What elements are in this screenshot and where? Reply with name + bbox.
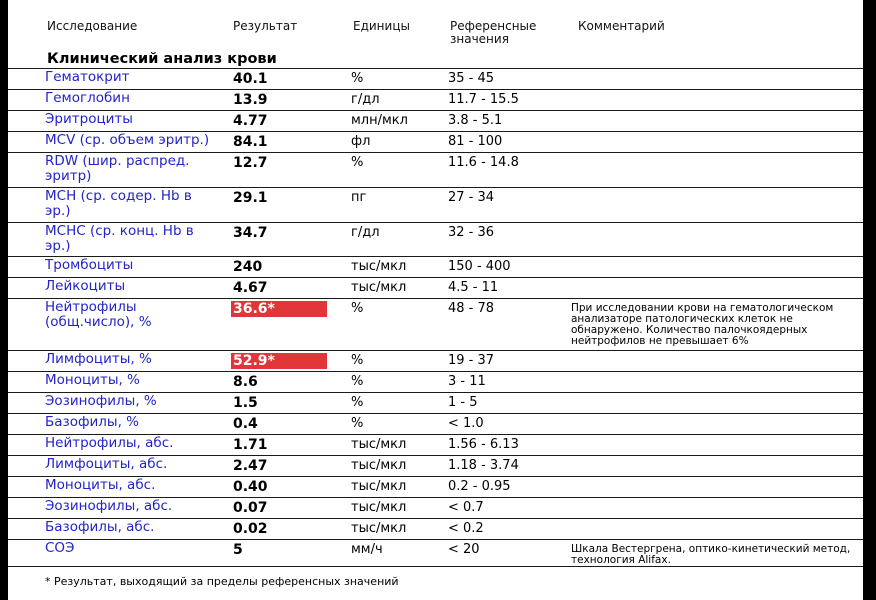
units: % [351,353,364,368]
units: % [351,155,364,170]
reference-range: 0.2 - 0.95 [448,479,511,494]
table-row [8,256,863,277]
table-row [8,539,863,567]
reference-range: 3 - 11 [448,374,486,389]
reference-range: 1 - 5 [448,395,478,410]
table-header [8,0,863,48]
test-name: Эритроциты [45,111,133,127]
test-name: Моноциты, абс. [45,477,156,493]
header-units: Единицы [353,19,410,33]
reference-range: 81 - 100 [448,134,503,149]
units: тыс/мкл [351,280,407,295]
table-row [8,518,863,539]
units: млн/мкл [351,113,408,128]
units: г/дл [351,225,380,240]
reference-range: 27 - 34 [448,190,495,205]
units: % [351,71,364,86]
table-row [8,277,863,298]
table-row [8,350,863,371]
table-row [8,497,863,518]
test-name: Нейтрофилы, абс. [45,435,174,451]
test-name: Лимфоциты, абс. [45,456,168,472]
section-title: Клинический анализ крови [47,51,277,67]
reference-range: < 1.0 [448,416,484,431]
result-value: 0.40 [233,479,268,495]
units: % [351,374,364,389]
header-comment: Комментарий [578,19,665,33]
units: г/дл [351,92,380,107]
result-value: 4.77 [233,113,268,129]
footnote: * Результат, выходящий за пределы референсных значений [45,575,399,588]
test-name: Лимфоциты, % [45,351,152,367]
reference-range: 4.5 - 11 [448,280,499,295]
test-name: Гемоглобин [45,90,130,106]
reference-range: 32 - 36 [448,225,495,240]
units: тыс/мкл [351,479,407,494]
table-row [8,413,863,434]
result-value: 5 [233,542,243,558]
units: тыс/мкл [351,259,407,274]
result-value: 1.71 [233,437,268,453]
table-row [8,187,863,222]
result-value: 0.07 [233,500,268,516]
reference-range: 19 - 37 [448,353,495,368]
test-name: Эозинофилы, % [45,393,157,409]
table-row [8,371,863,392]
reference-range: 11.7 - 15.5 [448,92,519,107]
result-value: 8.6 [233,374,258,390]
result-value: 0.02 [233,521,268,537]
test-name: RDW (шир. распред. эритр) [45,153,190,184]
table-row [8,110,863,131]
result-value: 12.7 [233,155,268,171]
table-row [8,455,863,476]
test-name: Гематокрит [45,69,130,85]
result-value: 1.5 [233,395,258,411]
test-name: MCH (ср. содер. Hb в эр.) [45,188,192,219]
header-test: Исследование [47,19,138,33]
test-name: СОЭ [45,540,75,556]
table-row [8,222,863,256]
result-value-flagged: 36.6* [231,301,327,317]
test-name: Моноциты, % [45,372,140,388]
result-value: 84.1 [233,134,268,150]
reference-range: 150 - 400 [448,259,511,274]
units: тыс/мкл [351,521,407,536]
units: фл [351,134,371,149]
result-value: 34.7 [233,225,268,241]
units: % [351,301,364,316]
comment: Шкала Вестергрена, оптико-кинетический метод, технология Alifax. [571,543,851,566]
result-value-flagged: 52.9* [231,353,327,369]
test-name: Лейкоциты [45,278,126,294]
reference-range: 1.56 - 6.13 [448,437,519,452]
header-result: Результат [233,19,298,33]
lab-report-page [8,0,863,600]
units: пг [351,190,367,205]
test-name: Тромбоциты [45,257,134,273]
reference-range: < 0.7 [448,500,484,515]
reference-range: < 20 [448,542,480,557]
test-name: Базофилы, % [45,414,139,430]
units: % [351,395,364,410]
reference-range: < 0.2 [448,521,484,536]
header-reference: Референсные значения [450,19,537,46]
reference-range: 35 - 45 [448,71,495,86]
result-value: 0.4 [233,416,258,432]
result-value: 13.9 [233,92,268,108]
result-value: 29.1 [233,190,268,206]
test-name: Эозинофилы, абс. [45,498,173,514]
reference-range: 48 - 78 [448,301,495,316]
table-row [8,434,863,455]
test-name: Нейтрофилы (общ.число), % [45,299,152,330]
reference-range: 1.18 - 3.74 [448,458,519,473]
result-value: 2.47 [233,458,268,474]
result-value: 40.1 [233,71,268,87]
table-row [8,68,863,89]
units: тыс/мкл [351,437,407,452]
table-row [8,152,863,187]
test-name: MCV (ср. объем эритр.) [45,132,210,148]
table-row [8,89,863,110]
table-row [8,476,863,497]
units: тыс/мкл [351,458,407,473]
units: % [351,416,364,431]
units: мм/ч [351,542,383,557]
test-name: Базофилы, абс. [45,519,155,535]
table-row [8,131,863,152]
result-value: 4.67 [233,280,268,296]
units: тыс/мкл [351,500,407,515]
table-row [8,298,863,350]
reference-range: 11.6 - 14.8 [448,155,519,170]
test-name: MCHC (ср. конц. Hb в эр.) [45,223,194,254]
results-table [8,68,863,567]
comment: При исследовании крови на гематологическом анализаторе патологических клеток не обнаружено. Количество палочкоядерных нейтрофилов не превышает 6% [571,302,834,347]
result-value: 240 [233,259,263,275]
table-row [8,392,863,413]
reference-range: 3.8 - 5.1 [448,113,503,128]
